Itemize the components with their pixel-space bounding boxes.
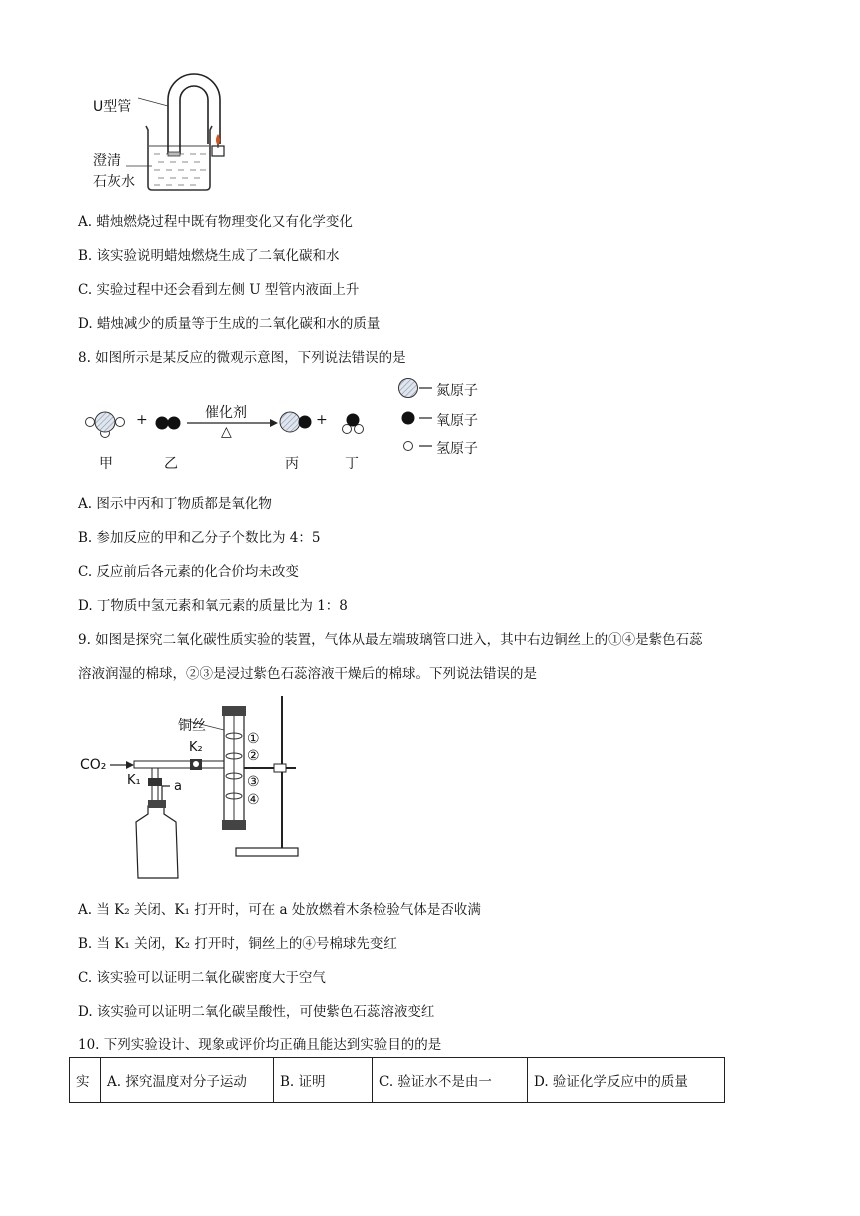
cotton-4-label: ④ [247,792,260,808]
q7-option-a: A. 蜡烛燃烧过程中既有物理变化又有化学变化 [78,214,353,230]
k1-label: K₁ [127,773,141,788]
legend-hydrogen-label: 氢原子 [436,441,478,457]
label-yi: 乙 [164,456,178,472]
q7-option-c: C. 实验过程中还会看到左侧 U 型管内液面上升 [78,282,360,298]
q7-option-b: B. 该实验说明蜡烛燃烧生成了二氧化碳和水 [78,248,340,264]
table-cell-header: 实 [70,1058,101,1103]
molecule-yi [156,417,181,430]
q9-option-d: D. 该实验可以证明二氧化碳呈酸性，可使紫色石蕊溶液变红 [78,1004,435,1020]
legend-oxygen-label: 氧原子 [436,413,478,429]
q9-option-c: C. 该实验可以证明二氧化碳密度大于空气 [78,970,326,986]
cotton-3-label: ③ [247,774,260,790]
catalyst-label: 催化剂 [205,405,247,421]
table-cell-b: B. 证明 [274,1058,373,1103]
legend-nitrogen-symbol [399,379,433,398]
molecule-jia [86,412,125,438]
q8-option-b: B. 参加反应的甲和乙分子个数比为 4：5 [78,530,321,546]
label-jia: 甲 [99,456,113,472]
plus-sign-2: + [316,412,328,428]
molecule-bing [280,412,312,432]
q8-option-d: D. 丁物质中氢元素和氧元素的质量比为 1：8 [78,598,348,614]
q10-stem: 10. 下列实验设计、现象或评价均正确且能达到实验目的的是 [78,1037,442,1053]
table-row [70,1058,725,1103]
experiment-table [69,1057,725,1103]
u-tube-label: U型管 [93,99,132,115]
k2-label: K₂ [189,740,203,755]
label-bing: 丙 [285,456,299,472]
plus-sign-1: + [136,412,148,428]
legend-oxygen-symbol [402,412,433,425]
heat-label: △ [221,424,232,440]
outlet-a-label: a [174,779,182,794]
limewater-label-line1: 澄清 [93,153,121,169]
table-cell-d: D. 验证化学反应中的质量 [528,1058,725,1103]
copper-wire-label: 铜丝 [178,718,206,734]
q8-option-a: A. 图示中丙和丁物质都是氧化物 [78,496,272,512]
co2-label: CO₂ [80,757,107,773]
legend-hydrogen-symbol [404,442,433,451]
limewater-label-line2: 石灰水 [93,174,135,190]
legend-nitrogen-label: 氮原子 [436,383,478,399]
q7-option-d: D. 蜡烛减少的质量等于生成的二氧化碳和水的质量 [78,316,381,332]
table-cell-a: A. 探究温度对分子运动 [101,1058,274,1103]
q9-option-b: B. 当 K₁ 关闭，K₂ 打开时，铜丝上的④号棉球先变红 [78,936,397,952]
label-ding: 丁 [345,456,359,472]
q9-stem-line2: 溶液润湿的棉球，②③是浸过紫色石蕊溶液干燥后的棉球。下列说法错误的是 [78,666,537,682]
molecule-ding [343,414,364,434]
q8-stem: 8. 如图所示是某反应的微观示意图，下列说法错误的是 [78,350,406,366]
q8-option-c: C. 反应前后各元素的化合价均未改变 [78,564,299,580]
table-cell-c: C. 验证水不是由一 [373,1058,528,1103]
cotton-1-label: ① [247,731,260,747]
q9-stem-line1: 9. 如图是探究二氧化碳性质实验的装置，气体从最左端玻璃管口进入，其中右边铜丝上的①④是紫色石蕊 [78,632,703,648]
q9-option-a: A. 当 K₂ 关闭、K₁ 打开时，可在 a 处放燃着木条检验气体是否收满 [78,902,481,918]
cotton-2-label: ② [247,748,260,764]
